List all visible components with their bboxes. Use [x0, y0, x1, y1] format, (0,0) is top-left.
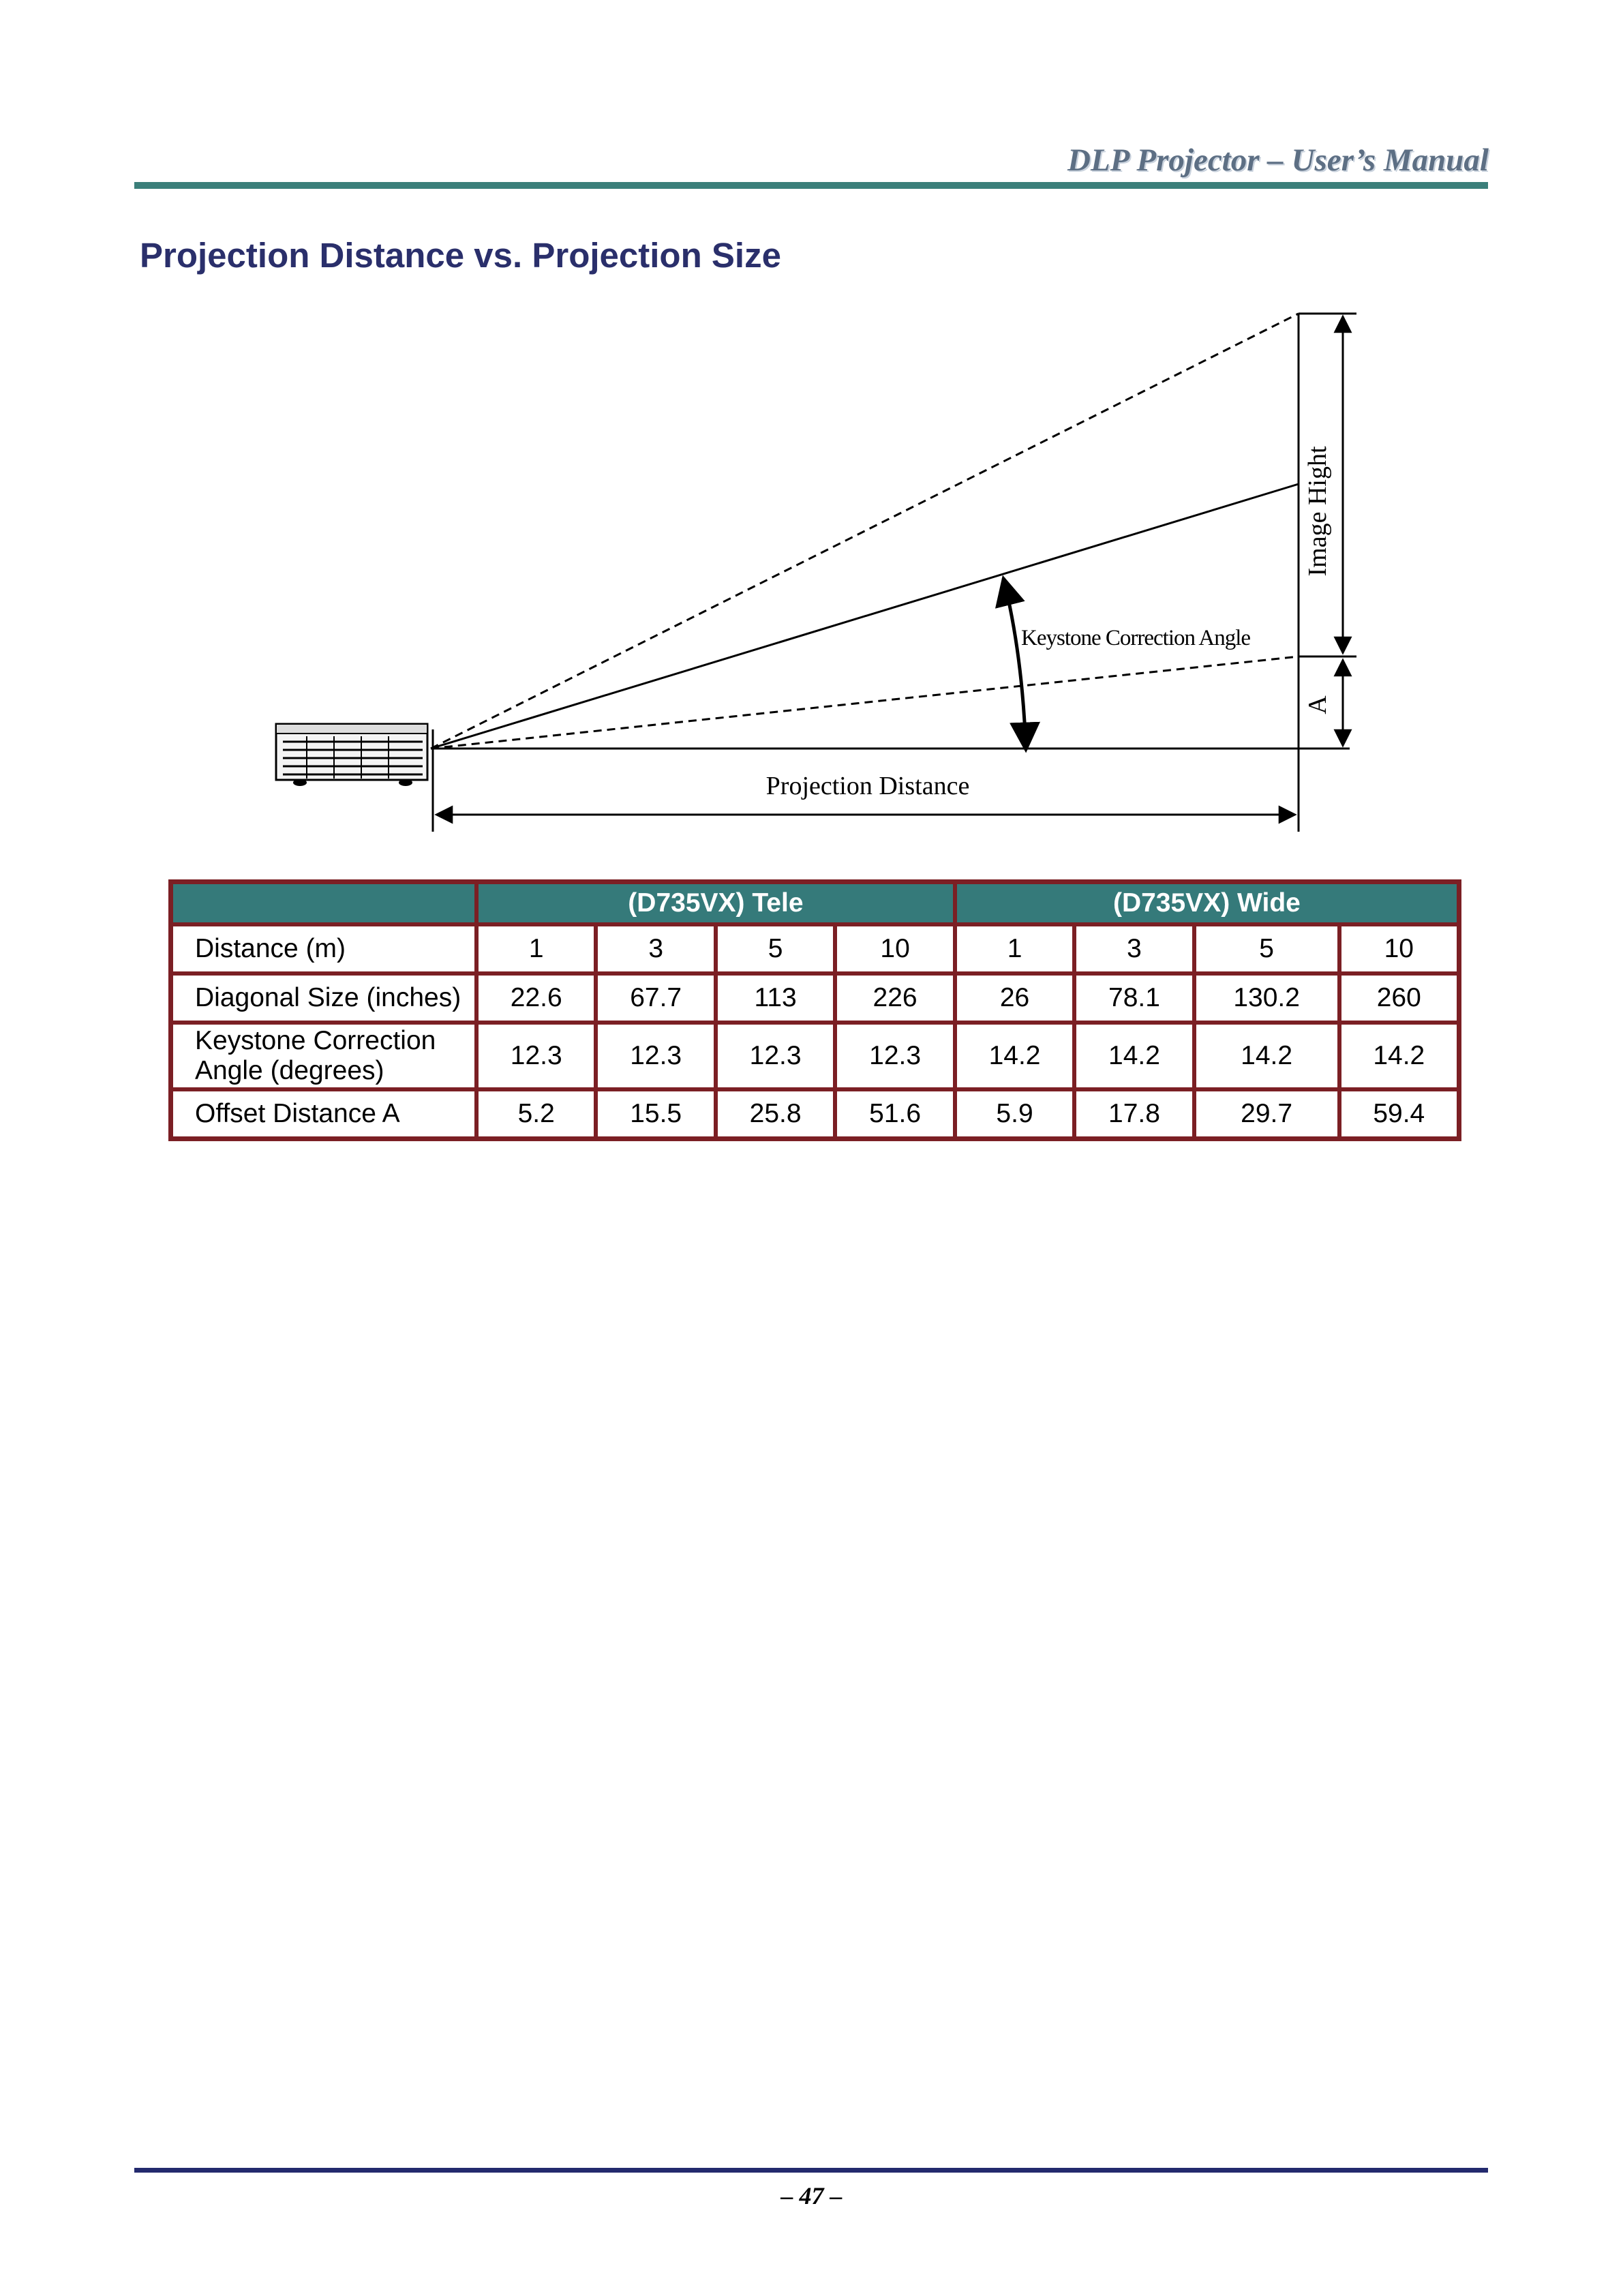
table-cell: 5 [1194, 924, 1339, 973]
table-row-diagonal [171, 973, 1459, 1023]
row-label: Diagonal Size (inches) [171, 973, 476, 1023]
row-label [171, 1023, 476, 1089]
table-cell: 15.5 [596, 1089, 715, 1138]
table-cell: 14.2 [955, 1023, 1074, 1089]
table-cell: 29.7 [1194, 1089, 1339, 1138]
table-cell: 130.2 [1194, 973, 1339, 1023]
projector-icon [276, 724, 427, 786]
table-row-distance [171, 924, 1459, 973]
wide-group-header: (D735VX) Wide [955, 882, 1459, 924]
table-cell: 12.3 [835, 1023, 954, 1089]
tele-group-header: (D735VX) Tele [476, 882, 955, 924]
table-cell: 3 [1074, 924, 1194, 973]
table-header-row [171, 882, 1459, 924]
table-cell: 51.6 [835, 1089, 954, 1138]
table-cell: 226 [835, 973, 954, 1023]
header-divider [134, 182, 1488, 189]
table-cell: 260 [1339, 973, 1459, 1023]
projection-diagram [259, 300, 1377, 845]
page-number: – 47 – [780, 2182, 843, 2209]
table-cell: 5 [716, 924, 835, 973]
table-cell: 10 [835, 924, 954, 973]
table-cell: 3 [596, 924, 715, 973]
manual-title: DLP Projector – User’s Manual [1067, 142, 1489, 178]
table-cell: 1 [955, 924, 1074, 973]
table-cell: 26 [955, 973, 1074, 1023]
projection-spec-table [168, 879, 1461, 1141]
offset-a-label: A [1303, 695, 1332, 714]
table-row-keystone [171, 1023, 1459, 1089]
table-cell: 14.2 [1194, 1023, 1339, 1089]
table-cell: 14.2 [1339, 1023, 1459, 1089]
table-cell: 67.7 [596, 973, 715, 1023]
table-cell: 12.3 [476, 1023, 596, 1089]
row-label-line2: Angle (degrees) [195, 1056, 384, 1085]
image-height-label: Image Hight [1303, 446, 1332, 577]
table-cell: 5.9 [955, 1089, 1074, 1138]
keystone-angle-label: Keystone Correction Angle [1021, 626, 1251, 650]
table-cell: 10 [1339, 924, 1459, 973]
row-label: Offset Distance A [171, 1089, 476, 1138]
table-cell: 22.6 [476, 973, 596, 1023]
footer-divider [134, 2168, 1488, 2173]
table-cell: 1 [476, 924, 596, 973]
table-cell: 12.3 [716, 1023, 835, 1089]
table-cell: 78.1 [1074, 973, 1194, 1023]
page-title: Projection Distance vs. Projection Size [140, 236, 781, 275]
table-cell: 17.8 [1074, 1089, 1194, 1138]
table-cell: 25.8 [716, 1089, 835, 1138]
row-label: Distance (m) [171, 924, 476, 973]
projection-distance-label: Projection Distance [765, 772, 970, 800]
table-header-empty [171, 882, 476, 924]
row-label-line1: Keystone Correction [195, 1026, 436, 1055]
table-cell: 113 [716, 973, 835, 1023]
table-cell: 59.4 [1339, 1089, 1459, 1138]
table-cell: 12.3 [596, 1023, 715, 1089]
table-row-offset [171, 1089, 1459, 1138]
table-cell: 5.2 [476, 1089, 596, 1138]
table-cell: 14.2 [1074, 1023, 1194, 1089]
